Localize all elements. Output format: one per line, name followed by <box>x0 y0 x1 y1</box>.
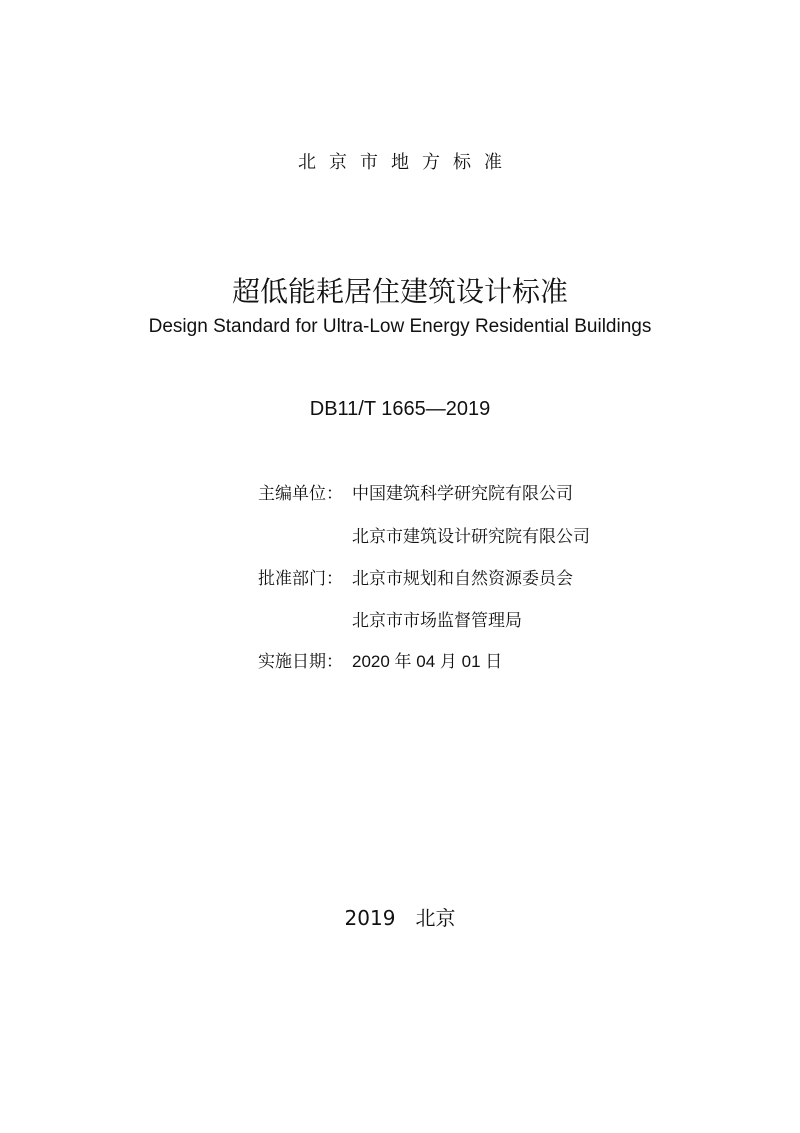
footer-year-place: 2019 北京 <box>344 906 456 930</box>
standard-code: DB11/T 1665—2019 <box>309 398 491 420</box>
approver-value: 北京市规划和自然资源委员会 <box>352 569 573 589</box>
date-label: 实施日期： <box>258 652 343 672</box>
title-chinese: 超低能耗居住建筑设计标准 <box>231 275 568 308</box>
date-row <box>258 650 502 674</box>
editor-row-1 <box>258 482 573 506</box>
approver-value: 北京市市场监督管理局 <box>352 611 522 631</box>
title-english: Design Standard for Ultra-Low Energy Residential Buildings <box>148 316 652 337</box>
editor-label: 主编单位： <box>258 484 343 504</box>
approver-row-1 <box>258 567 573 591</box>
editor-row-2 <box>258 525 590 549</box>
approver-row-2 <box>258 609 522 633</box>
editor-value: 中国建筑科学研究院有限公司 <box>352 484 573 504</box>
date-value: 2020 年 04 月 01 日 <box>352 652 503 671</box>
standard-type: 北京市地方标准 <box>298 152 515 173</box>
approver-label: 批准部门： <box>258 569 343 589</box>
editor-value: 北京市建筑设计研究院有限公司 <box>352 527 590 547</box>
